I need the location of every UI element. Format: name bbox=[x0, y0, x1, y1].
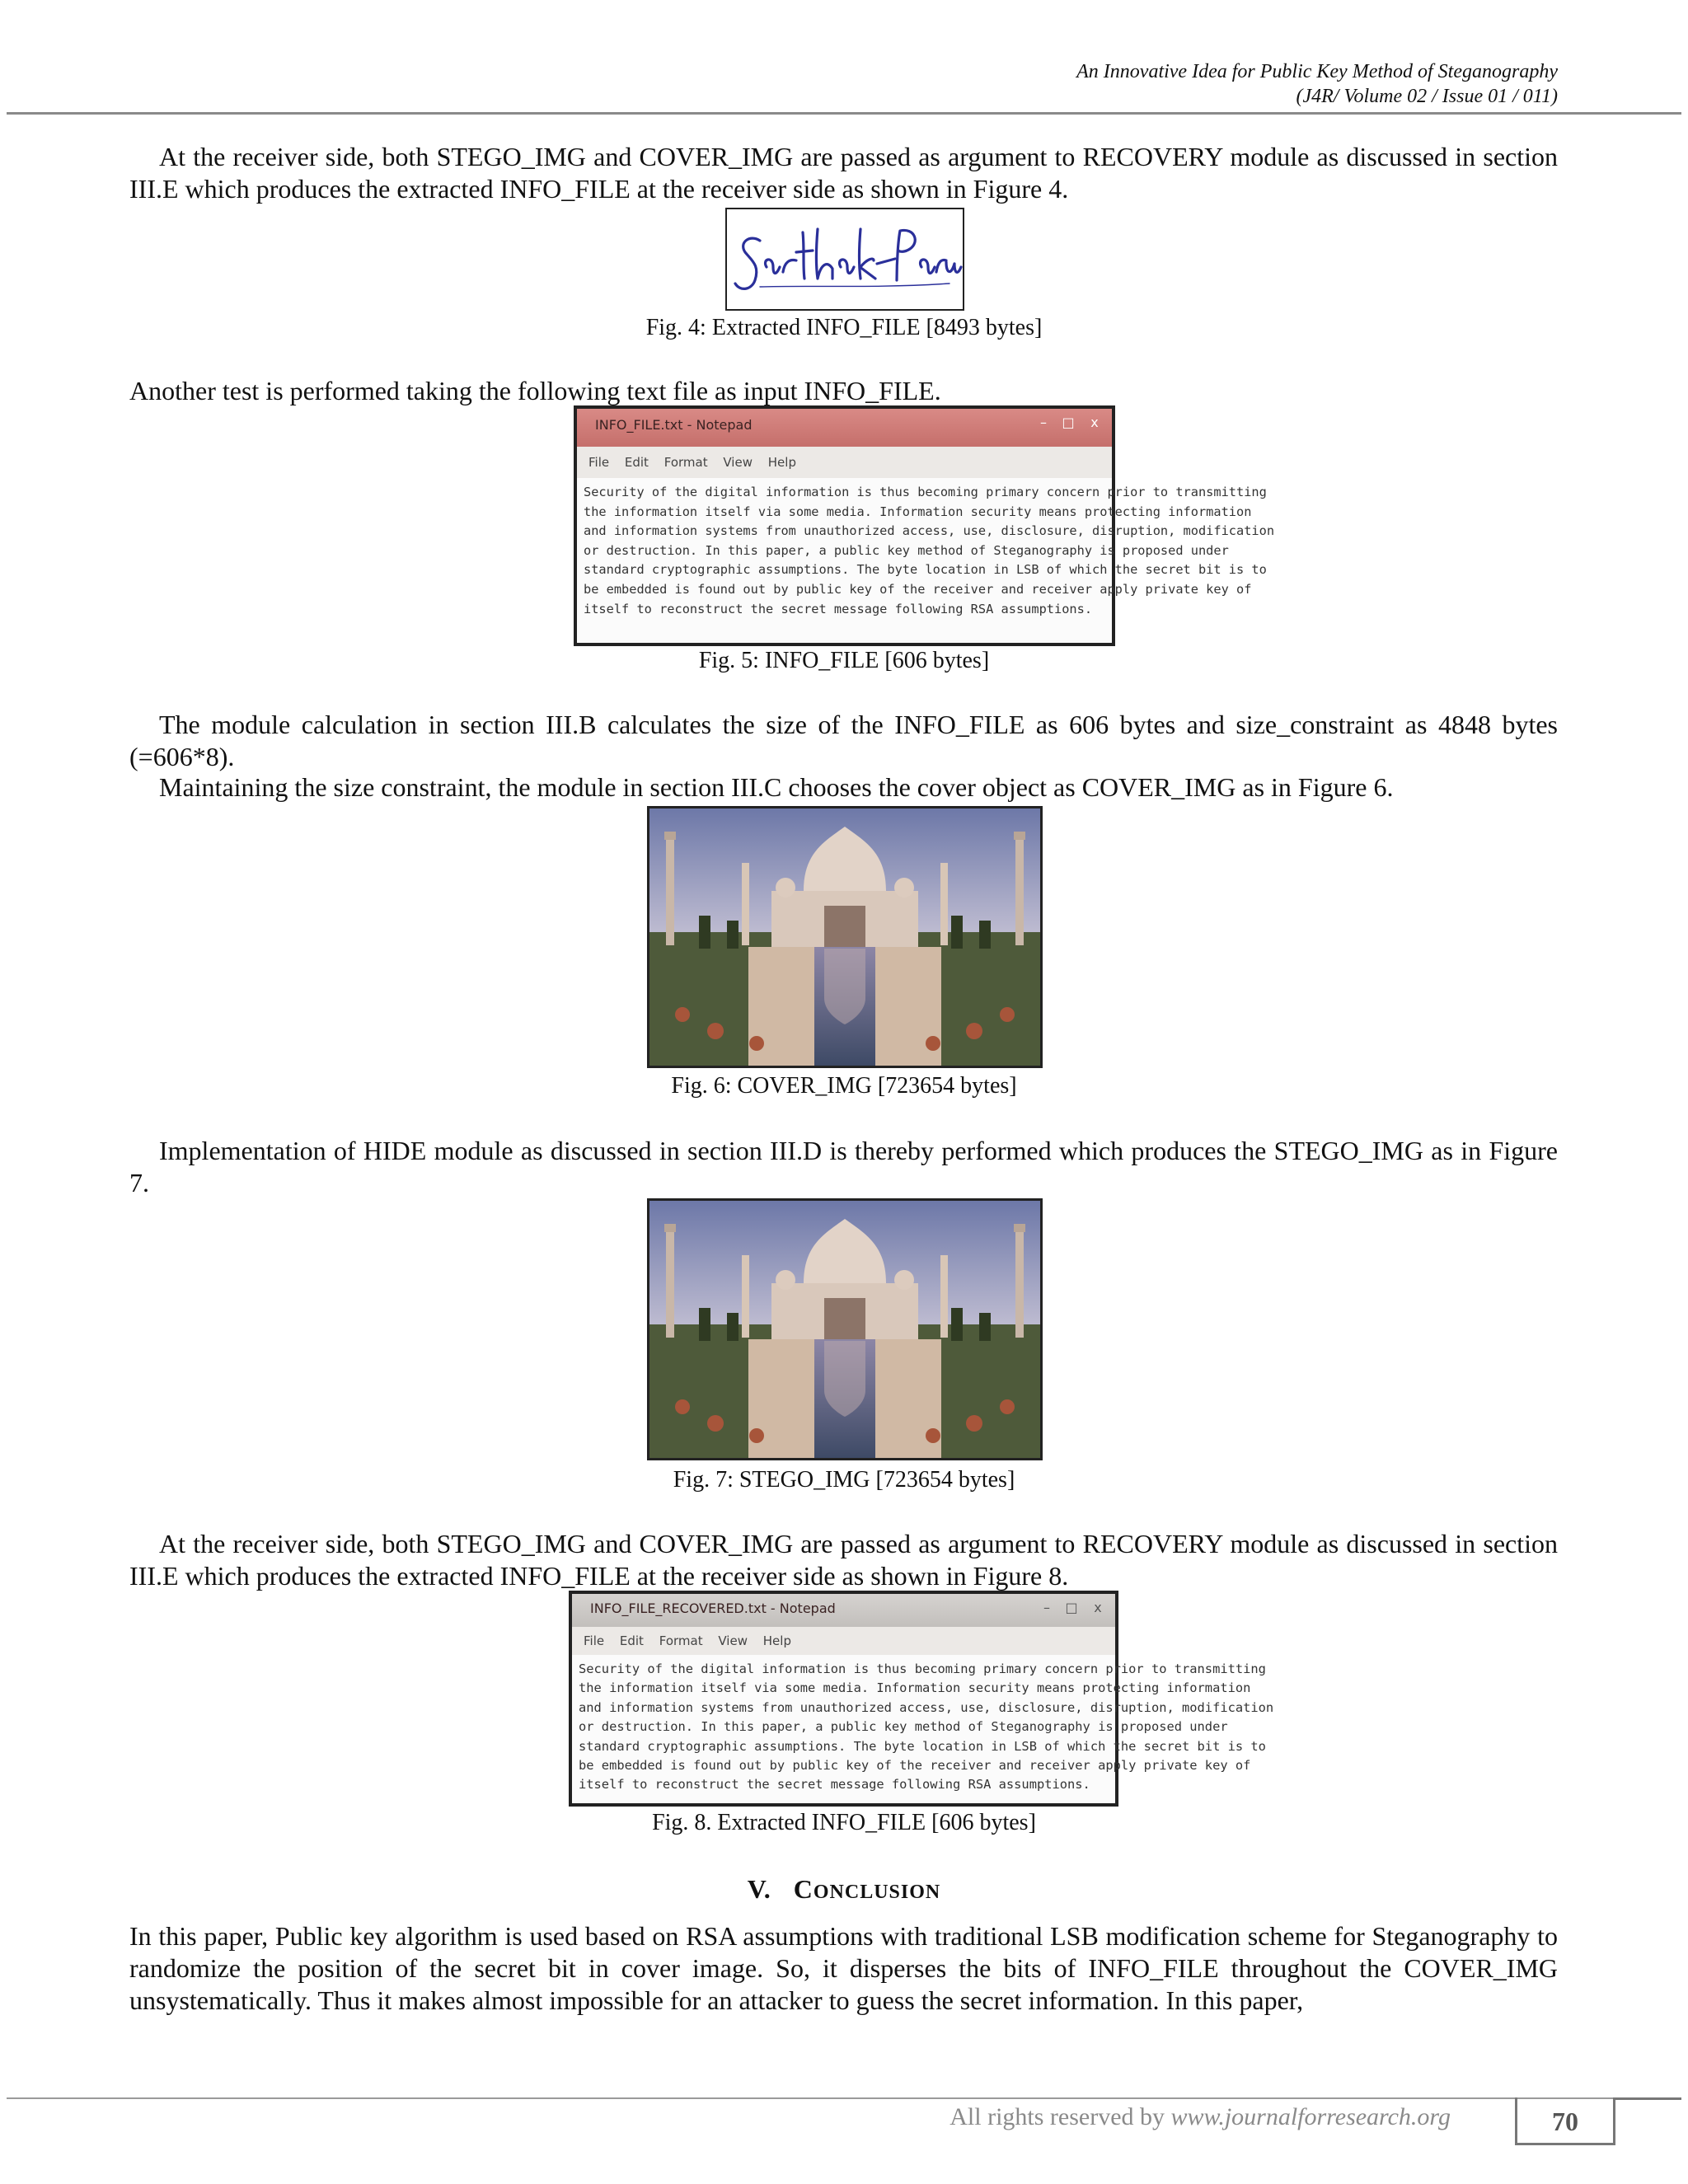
header-rule bbox=[7, 112, 1681, 115]
menu-help[interactable]: Help bbox=[762, 1633, 791, 1648]
menu-view[interactable]: View bbox=[718, 1633, 748, 1648]
figure-4-caption: Fig. 4: Extracted INFO_FILE [8493 bytes] bbox=[645, 315, 1043, 340]
menu-format[interactable]: Format bbox=[659, 1633, 703, 1648]
notepad-title: INFO_FILE_RECOVERED.txt - Notepad bbox=[590, 1601, 836, 1616]
taj-mahal-image bbox=[649, 808, 1040, 1066]
paragraph-hide-module: Implementation of HIDE module as discussed in section III.D is thereby performed which produces the STEGO_IMG as in Figure 7. bbox=[129, 1136, 1558, 1197]
footer-tick bbox=[1614, 2097, 1681, 2100]
notepad-text[interactable]: Security of the digital information is thus becoming primary concern prior to transmitting the information itself via some media. Information security means protecting information and information systems from unauthorized access, use, disclosure, disruption, modification or destruction. In this paper, a public key method of Steganography is proposed under standard cryptographic assumptions. The byte location in LSB of which the secret bit is to be embedded is found out by public key of the receiver and receiver apply private key of itself to reconstruct the secret message following RSA assumptions. bbox=[577, 478, 1112, 643]
section-number: V. bbox=[747, 1874, 771, 1904]
menu-view[interactable]: View bbox=[723, 455, 753, 470]
paragraph-recovery-fig4: At the receiver side, both STEGO_IMG and COVER_IMG are passed as argument to RECOVERY module as discussed in section III.E which produces the extracted INFO_FILE at the receiver side as shown in Figure 4. bbox=[129, 142, 1558, 204]
menu-edit[interactable]: Edit bbox=[619, 1633, 644, 1648]
paragraph-another-test: Another test is performed taking the following text file as input INFO_FILE. bbox=[129, 376, 941, 405]
signature-image bbox=[727, 209, 963, 309]
figure-7-caption: Fig. 7: STEGO_IMG [723654 bytes] bbox=[673, 1467, 1015, 1493]
notepad-titlebar bbox=[572, 1594, 1115, 1627]
paragraph-recovery-fig8: At the receiver side, both STEGO_IMG and COVER_IMG are passed as argument to RECOVERY module as discussed in section III.E which produces the extracted INFO_FILE at the receiver side as shown in Figure 8. bbox=[129, 1529, 1558, 1591]
header-title: An Innovative Idea for Public Key Method of Steganography bbox=[1076, 61, 1558, 82]
figure-5-notepad bbox=[574, 405, 1275, 646]
page-number: 70 bbox=[1515, 2097, 1615, 2145]
header-issue: (J4R/ Volume 02 / Issue 01 / 011) bbox=[1296, 86, 1558, 107]
figure-8-notepad bbox=[569, 1591, 1274, 1807]
notepad-menubar bbox=[572, 1627, 1115, 1656]
taj-mahal-stego-image bbox=[649, 1201, 1040, 1458]
footer-rights-text: All rights reserved by bbox=[950, 2103, 1165, 2130]
paragraph-conclusion: In this paper, Public key algorithm is used based on RSA assumptions with traditional LSB modification scheme for Steganography to randomize the position of the secret bit in cover image. So, it disperses the bits of INFO_FILE throughout the COVER_IMG unsystematically. Thus it makes almost impossible for an attacker to guess the secret information. In this paper, bbox=[129, 1921, 1558, 2015]
notepad-text[interactable]: Security of the digital information is thus becoming primary concern prior to transmitting the information itself via some media. Information security means protecting information and information systems from unauthorized access, use, disclosure, disruption, modification or destruction. In this paper, a public key method of Steganography is proposed under standard cryptographic assumptions. The byte location in LSB of which the secret bit is to be embedded is found out by public key of the receiver and receiver apply private key of itself to reconstruct the secret message following RSA assumptions. bbox=[572, 1655, 1115, 1803]
section-title-rest: ONCLUSION bbox=[813, 1882, 941, 1903]
figure-6-caption: Fig. 6: COVER_IMG [723654 bytes] bbox=[671, 1073, 1017, 1099]
minimize-icon[interactable]: – bbox=[1043, 1600, 1050, 1615]
figure-5-caption: Fig. 5: INFO_FILE [606 bytes] bbox=[698, 648, 990, 673]
figure-4-signature bbox=[725, 208, 964, 311]
menu-help[interactable]: Help bbox=[767, 455, 796, 470]
menu-file[interactable]: File bbox=[584, 1633, 605, 1648]
footer-rights bbox=[950, 2103, 1451, 2131]
menu-file[interactable]: File bbox=[588, 455, 610, 470]
figure-8-caption: Fig. 8. Extracted INFO_FILE [606 bytes] bbox=[652, 1810, 1036, 1835]
notepad-menubar bbox=[577, 447, 1112, 479]
close-icon[interactable]: x bbox=[1094, 1600, 1102, 1615]
footer-site-link[interactable]: www.journalforresearch.org bbox=[1170, 2103, 1451, 2130]
figure-7-stego-image bbox=[647, 1198, 1043, 1460]
section-title-first: C bbox=[793, 1874, 814, 1904]
paragraph-cover-object: Maintaining the size constraint, the module in section III.C chooses the cover object as COVER_IMG as in Figure 6. bbox=[159, 772, 1394, 802]
maximize-icon[interactable]: □ bbox=[1062, 415, 1075, 430]
minimize-icon[interactable]: – bbox=[1040, 415, 1047, 430]
notepad-titlebar bbox=[577, 409, 1112, 447]
notepad-title: INFO_FILE.txt - Notepad bbox=[595, 417, 753, 433]
figure-6-cover-image bbox=[647, 806, 1043, 1068]
menu-format[interactable]: Format bbox=[663, 455, 708, 470]
close-icon[interactable]: x bbox=[1090, 415, 1099, 430]
section-heading-conclusion bbox=[0, 1874, 1688, 1905]
menu-edit[interactable]: Edit bbox=[624, 455, 649, 470]
footer-rule bbox=[7, 2097, 1681, 2099]
paragraph-size-constraint: The module calculation in section III.B calculates the size of the INFO_FILE as 606 bytes and size_constraint as 4848 bytes (=606*8). bbox=[129, 710, 1558, 771]
maximize-icon[interactable]: □ bbox=[1065, 1600, 1078, 1615]
running-header bbox=[1076, 59, 1558, 109]
